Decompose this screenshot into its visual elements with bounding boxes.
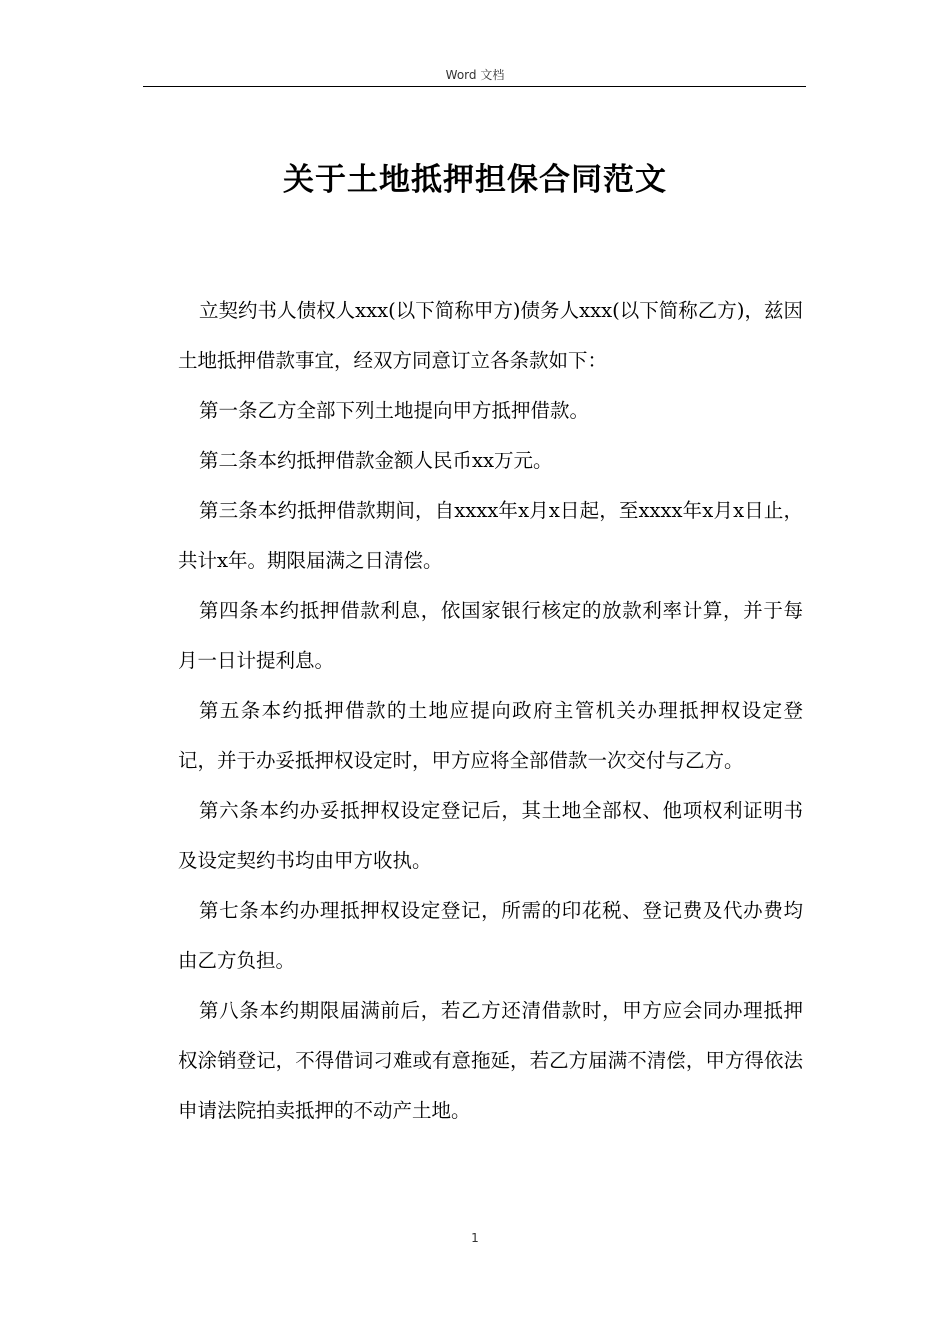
paragraph-article-5: 第五条本约抵押借款的土地应提向政府主管机关办理抵押权设定登记，并于办妥抵押权设定时，甲方应将全部借款一次交付与乙方。 <box>178 699 803 772</box>
page-number: 1 <box>471 1231 479 1245</box>
document-body <box>178 286 803 1136</box>
header-label: Word 文档 <box>445 68 505 82</box>
paragraph-article-3: 第三条本约抵押借款期间，自xxxx年x月x日起，至xxxx年x月x日止，共计x年。期限届满之日清偿。 <box>178 499 803 572</box>
paragraph-article-4: 第四条本约抵押借款利息，依国家银行核定的放款利率计算，并于每月一日计提利息。 <box>178 599 803 672</box>
paragraph-article-8: 第八条本约期限届满前后，若乙方还清借款时，甲方应会同办理抵押权涂销登记，不得借词刁难或有意拖延，若乙方届满不清偿，甲方得依法申请法院拍卖抵押的不动产土地。 <box>178 999 803 1122</box>
paragraph-article-7: 第七条本约办理抵押权设定登记，所需的印花税、登记费及代办费均由乙方负担。 <box>178 899 803 972</box>
paragraph-preamble: 立契约书人债权人xxx(以下简称甲方)债务人xxx(以下简称乙方)，兹因土地抵押借款事宜，经双方同意订立各条款如下： <box>178 299 803 372</box>
paragraph-article-1: 第一条乙方全部下列土地提向甲方抵押借款。 <box>199 399 590 422</box>
paragraph-article-2: 第二条本约抵押借款金额人民币xx万元。 <box>199 449 553 472</box>
header-divider <box>143 86 806 87</box>
paragraph-article-6: 第六条本约办妥抵押权设定登记后，其土地全部权、他项权利证明书及设定契约书均由甲方收执。 <box>178 799 803 872</box>
document-title: 关于土地抵押担保合同范文 <box>283 162 667 198</box>
